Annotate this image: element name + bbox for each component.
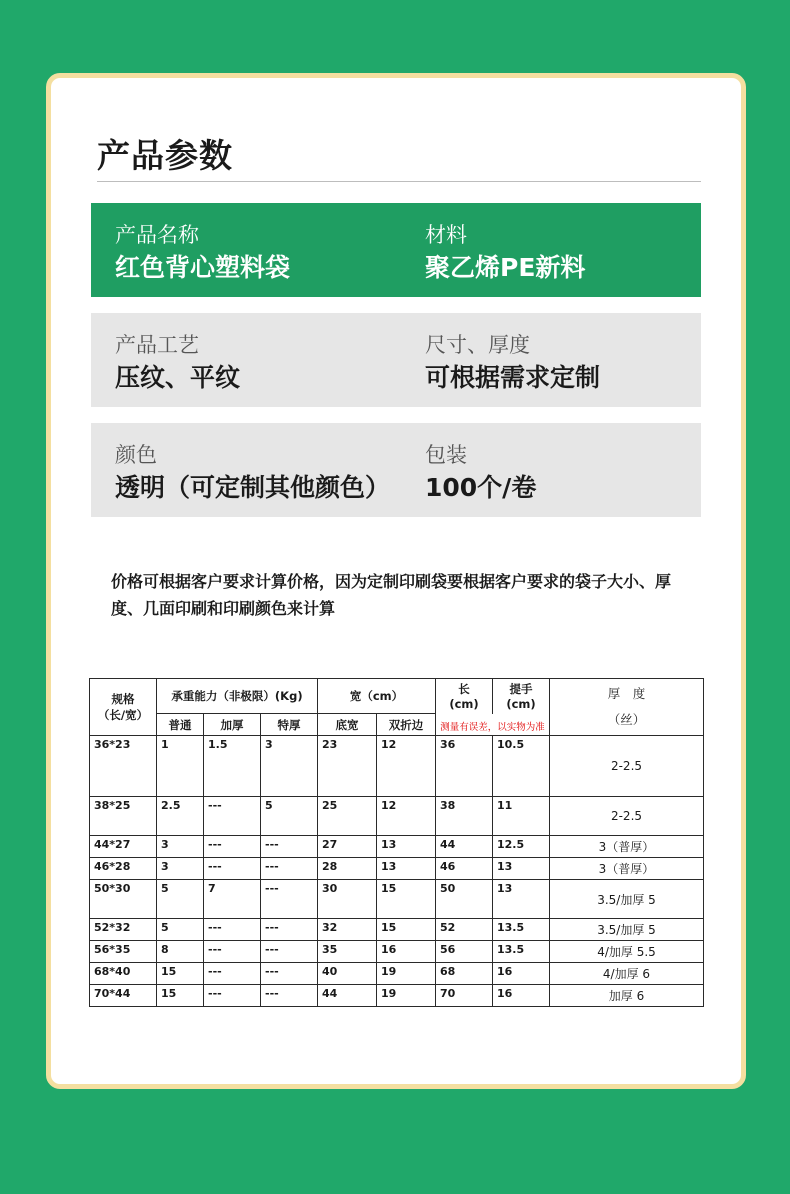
- cell-handle: 11: [493, 797, 550, 836]
- header-thickness: [550, 679, 704, 736]
- param-package: [425, 441, 536, 505]
- cell-spec: 52*32: [90, 919, 157, 941]
- header-handle-unit: (cm): [506, 697, 536, 712]
- cell-length: 46: [436, 858, 493, 880]
- param-label: 颜色: [115, 443, 157, 467]
- param-row-name-material: [91, 203, 701, 297]
- cell-thickness: 2-2.5: [550, 736, 704, 797]
- cell-length: 38: [436, 797, 493, 836]
- param-row-craft-size: [91, 313, 701, 407]
- cell-normal: 15: [157, 985, 204, 1007]
- cell-handle: 16: [493, 963, 550, 985]
- cell-bottom: 44: [318, 985, 377, 1007]
- header-thickness-unit: （丝）: [607, 712, 646, 727]
- param-label: 产品名称: [115, 223, 199, 247]
- cell-length: 52: [436, 919, 493, 941]
- cell-fold: 15: [377, 919, 436, 941]
- table-row: [90, 858, 704, 880]
- cell-bottom: 25: [318, 797, 377, 836]
- cell-length: 68: [436, 963, 493, 985]
- cell-normal: 15: [157, 963, 204, 985]
- cell-spec: 46*28: [90, 858, 157, 880]
- table-row: [90, 736, 704, 797]
- cell-thickness: 2-2.5: [550, 797, 704, 836]
- cell-handle: 13.5: [493, 919, 550, 941]
- cell-bottom: 27: [318, 836, 377, 858]
- cell-bottom: 35: [318, 941, 377, 963]
- cell-bottom: 40: [318, 963, 377, 985]
- cell-normal: 5: [157, 880, 204, 919]
- cell-thick: ---: [204, 963, 261, 985]
- param-row-color-package: [91, 423, 701, 517]
- cell-fold: 13: [377, 858, 436, 880]
- cell-fold: 16: [377, 941, 436, 963]
- cell-handle: 10.5: [493, 736, 550, 797]
- cell-thick: ---: [204, 797, 261, 836]
- table-row: [90, 919, 704, 941]
- param-card: [46, 73, 746, 1089]
- cell-thickness: 3（普厚）: [550, 836, 704, 858]
- cell-extra: ---: [261, 836, 318, 858]
- param-value: 红色背心塑料袋: [115, 253, 291, 282]
- cell-thickness: 加厚 6: [550, 985, 704, 1007]
- cell-normal: 5: [157, 919, 204, 941]
- pricing-note: 价格可根据客户要求计算价格，因为定制印刷袋要根据客户要求的袋子大小、厚度、几面印刷和印刷颜色来计算: [111, 572, 672, 618]
- cell-thickness: 4/加厚 6: [550, 963, 704, 985]
- param-size-thickness: [425, 331, 600, 395]
- param-label: 产品工艺: [115, 333, 199, 357]
- header-length: [436, 679, 493, 714]
- cell-bottom: 23: [318, 736, 377, 797]
- cell-fold: 12: [377, 797, 436, 836]
- cell-normal: 2.5: [157, 797, 204, 836]
- param-color: [115, 441, 390, 505]
- header-thick: 加厚: [204, 714, 261, 736]
- cell-thick: ---: [204, 985, 261, 1007]
- header-fold: 双折边: [377, 714, 436, 736]
- cell-extra: 3: [261, 736, 318, 797]
- cell-extra: ---: [261, 941, 318, 963]
- header-extra: 特厚: [261, 714, 318, 736]
- cell-thick: ---: [204, 836, 261, 858]
- param-value: 压纹、平纹: [115, 363, 241, 392]
- table-row: [90, 797, 704, 836]
- page-title: 产品参数: [97, 136, 233, 175]
- measure-note-cell: [436, 714, 550, 736]
- param-value: 透明（可定制其他颜色）: [115, 473, 391, 502]
- table-row: [90, 836, 704, 858]
- measure-note: 测量有误差，以实物为准: [440, 722, 545, 734]
- table-row: [90, 941, 704, 963]
- cell-length: 56: [436, 941, 493, 963]
- header-spec-unit: （长/宽）: [97, 708, 149, 722]
- cell-normal: 3: [157, 858, 204, 880]
- cell-handle: 12.5: [493, 836, 550, 858]
- cell-handle: 13: [493, 880, 550, 919]
- cell-fold: 19: [377, 985, 436, 1007]
- header-length-label: 长: [458, 682, 470, 697]
- cell-spec: 44*27: [90, 836, 157, 858]
- param-label: 包装: [425, 443, 467, 467]
- cell-length: 70: [436, 985, 493, 1007]
- header-normal: 普通: [157, 714, 204, 736]
- cell-thick: ---: [204, 858, 261, 880]
- cell-bottom: 32: [318, 919, 377, 941]
- param-label: 尺寸、厚度: [425, 333, 530, 357]
- cell-bottom: 30: [318, 880, 377, 919]
- cell-handle: 16: [493, 985, 550, 1007]
- cell-fold: 12: [377, 736, 436, 797]
- cell-length: 50: [436, 880, 493, 919]
- header-spec: [90, 679, 157, 736]
- cell-extra: ---: [261, 880, 318, 919]
- cell-extra: ---: [261, 963, 318, 985]
- cell-normal: 3: [157, 836, 204, 858]
- param-value: 100个/卷: [425, 473, 537, 502]
- cell-normal: 8: [157, 941, 204, 963]
- header-thickness-label: 厚 度: [607, 686, 646, 701]
- param-value: 可根据需求定制: [425, 363, 601, 392]
- param-craft: [115, 331, 240, 395]
- cell-extra: ---: [261, 858, 318, 880]
- table-row: [90, 880, 704, 919]
- cell-thickness: 4/加厚 5.5: [550, 941, 704, 963]
- table-row: [90, 963, 704, 985]
- cell-thickness: 3.5/加厚 5: [550, 880, 704, 919]
- cell-spec: 38*25: [90, 797, 157, 836]
- header-width: 宽（cm）: [318, 679, 436, 714]
- cell-extra: 5: [261, 797, 318, 836]
- header-capacity: 承重能力（非极限）(Kg): [157, 679, 318, 714]
- param-label: 材料: [425, 223, 467, 247]
- cell-thickness: 3（普厚）: [550, 858, 704, 880]
- cell-normal: 1: [157, 736, 204, 797]
- cell-spec: 36*23: [90, 736, 157, 797]
- header-bottom-width: 底宽: [318, 714, 377, 736]
- cell-extra: ---: [261, 985, 318, 1007]
- cell-spec: 68*40: [90, 963, 157, 985]
- cell-spec: 50*30: [90, 880, 157, 919]
- cell-handle: 13.5: [493, 941, 550, 963]
- cell-spec: 70*44: [90, 985, 157, 1007]
- param-product-name: [115, 221, 290, 285]
- header-length-unit: (cm): [449, 697, 479, 712]
- cell-thick: 7: [204, 880, 261, 919]
- table-row: [90, 985, 704, 1007]
- header-spec-label: 规格: [111, 692, 135, 706]
- cell-handle: 13: [493, 858, 550, 880]
- cell-fold: 19: [377, 963, 436, 985]
- cell-thick: ---: [204, 941, 261, 963]
- param-material: [425, 221, 585, 285]
- cell-length: 44: [436, 836, 493, 858]
- title-divider: [97, 181, 701, 182]
- cell-extra: ---: [261, 919, 318, 941]
- param-value: 聚乙烯PE新料: [425, 253, 586, 282]
- spec-table: [89, 678, 704, 1007]
- cell-fold: 13: [377, 836, 436, 858]
- cell-thick: ---: [204, 919, 261, 941]
- cell-length: 36: [436, 736, 493, 797]
- cell-thick: 1.5: [204, 736, 261, 797]
- header-handle: [493, 679, 550, 714]
- cell-spec: 56*35: [90, 941, 157, 963]
- header-handle-label: 提手: [509, 682, 533, 697]
- cell-fold: 15: [377, 880, 436, 919]
- cell-thickness: 3.5/加厚 5: [550, 919, 704, 941]
- cell-bottom: 28: [318, 858, 377, 880]
